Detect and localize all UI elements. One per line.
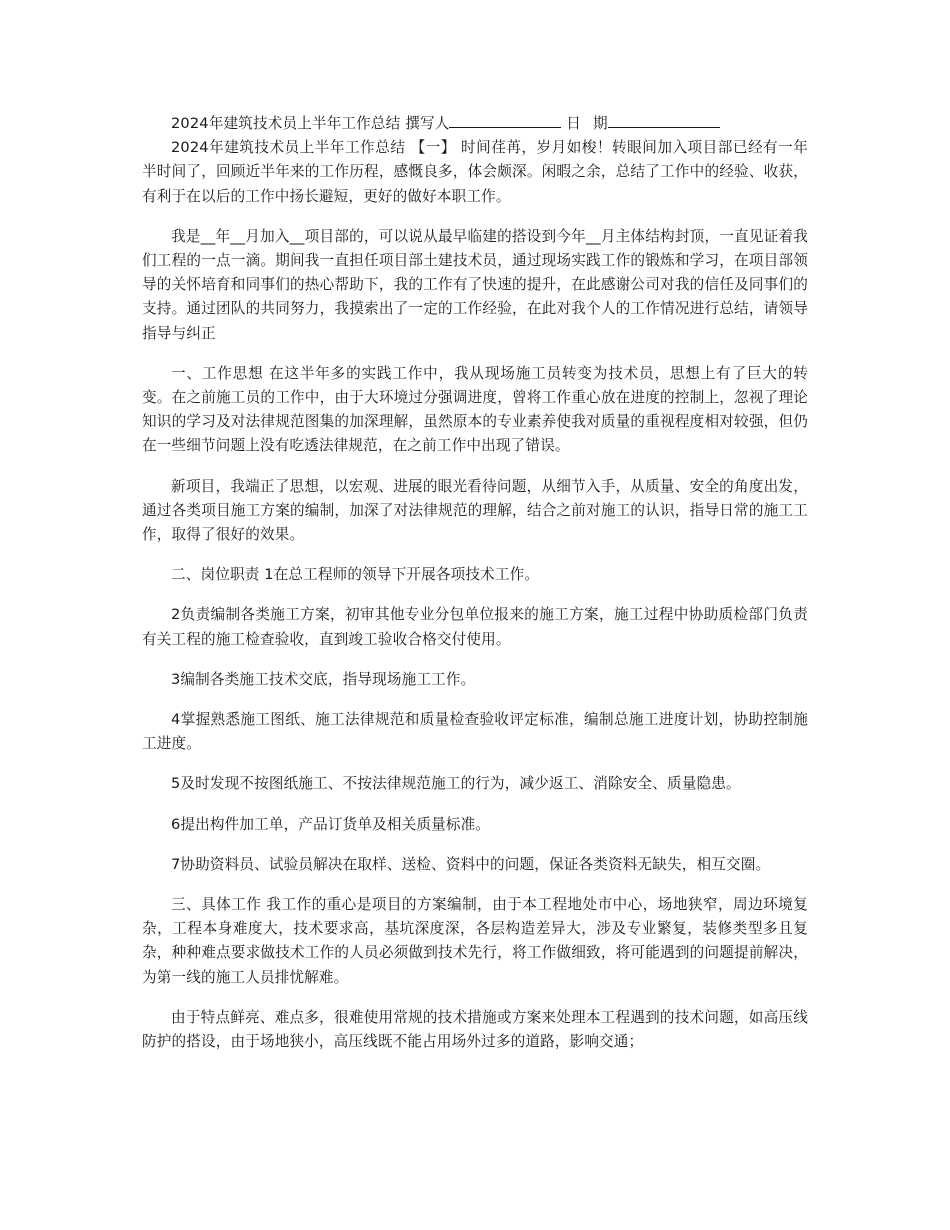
paragraph-specific-work: 三、具体工作 我工作的重心是项目的方案编制，由于本工程地处市中心，场地狭窄，周边环境复杂，工程本身难度大，技术要求高，基坑深度深，各层构造差异大，涉及专业繁复，装修类型多且复杂，种种难点要求做技术工作的人员必须做到技术先行，将工作做细致，将可能遇到的问题提前解决，为第一线的施工人员排忧解难。: [142, 896, 808, 986]
date-label-1: 日: [566, 115, 581, 132]
paragraph-difficulties: 由于特点鲜亮、难点多，很难使用常规的技术措施或方案来处理本工程遇到的技术问题，如高压线防护的搭设，由于场地狭小，高压线既不能占用场外过多的道路，影响交通；: [142, 1008, 808, 1051]
document-body: [142, 112, 808, 1070]
document-title: 2024年建筑技术员上半年工作总结: [171, 115, 401, 132]
paragraph-background: 我是__年__月加入__项目部的，可以说从最早临建的搭设到今年__月主体结构封顶，一直见证着我们工程的一点一滴。期间我一直担任项目部土建技术员，通过现场实践工作的锻炼和学习，在项目部领导的关怀培育和同事们的热心帮助下，我的工作有了快速的提升，在此感谢公司对我的信任及同事们的支持。通过团队的共同努力，我摸索出了一定的工作经验，在此对我个人的工作情况进行总结，请领导指导与纠正: [142, 227, 808, 342]
paragraph-duty-7: 7协助资料员、试验员解决在取样、送检、资料中的问题，保证各类资料无缺失，相互交圈。: [171, 855, 771, 873]
paragraph-duty-6: 6提出构件加工单，产品订货单及相关质量标准。: [171, 815, 491, 833]
paragraph-duty-3: 3编制各类施工技术交底，指导现场施工工作。: [171, 670, 476, 688]
paragraph-duty-2: 2负责编制各类施工方案，初审其他专业分包单位报来的施工方案，施工过程中协助质检部门负责有关工程的施工检查验收，直到竣工验收合格交付使用。: [142, 606, 808, 648]
author-blank: [449, 113, 561, 128]
paragraph-duty-5: 5及时发现不按图纸施工、不按法律规范施工的行为，减少返工、消除安全、质量隐患。: [171, 775, 741, 793]
paragraph-work-thinking: 一、工作思想 在这半年多的实践工作中，我从现场施工员转变为技术员，思想上有了巨大的转变。在之前施工员的工作中，由于大环境过分强调进度，曾将工作重心放在进度的控制上，忽视了理论知识的学习及对法律规范图集的加深理解，虽然原本的专业素养使我对质量的重视程度相对较强，但仍在一些细节问题上没有吃透法律规范，在之前工作中出现了错误。: [142, 364, 808, 455]
paragraph-duty-1: 二、岗位职责 1在总工程师的领导下开展各项技术工作。: [171, 566, 540, 584]
paragraph-new-project: 新项目，我端正了思想，以宏观、进展的眼光看待问题，从细节入手，从质量、安全的角度出发，通过各类项目施工方案的编制，加深了对法律规范的理解，结合之前对施工的认识，指导日常的施工工作，取得了很好的效果。: [142, 477, 808, 544]
date-blank: [608, 113, 720, 128]
paragraph-intro: 2024年建筑技术员上半年工作总结 【一】 时间荏苒，岁月如梭！转眼间加入项目部已经有一年半时间了，回顾近半年来的工作历程，感慨良多，体会颇深。闲暇之余，总结了工作中的经验、收获，有利于在以后的工作中扬长避短，更好的做好本职工作。: [142, 139, 808, 205]
heading-line: [142, 112, 808, 136]
paragraph-duty-4: 4掌握熟悉施工图纸、施工法律规范和质量检查验收评定标准，编制总施工进度计划，协助控制施工进度。: [142, 711, 808, 753]
author-label: 撰写人: [405, 115, 450, 132]
date-label-2: 期: [593, 115, 608, 132]
